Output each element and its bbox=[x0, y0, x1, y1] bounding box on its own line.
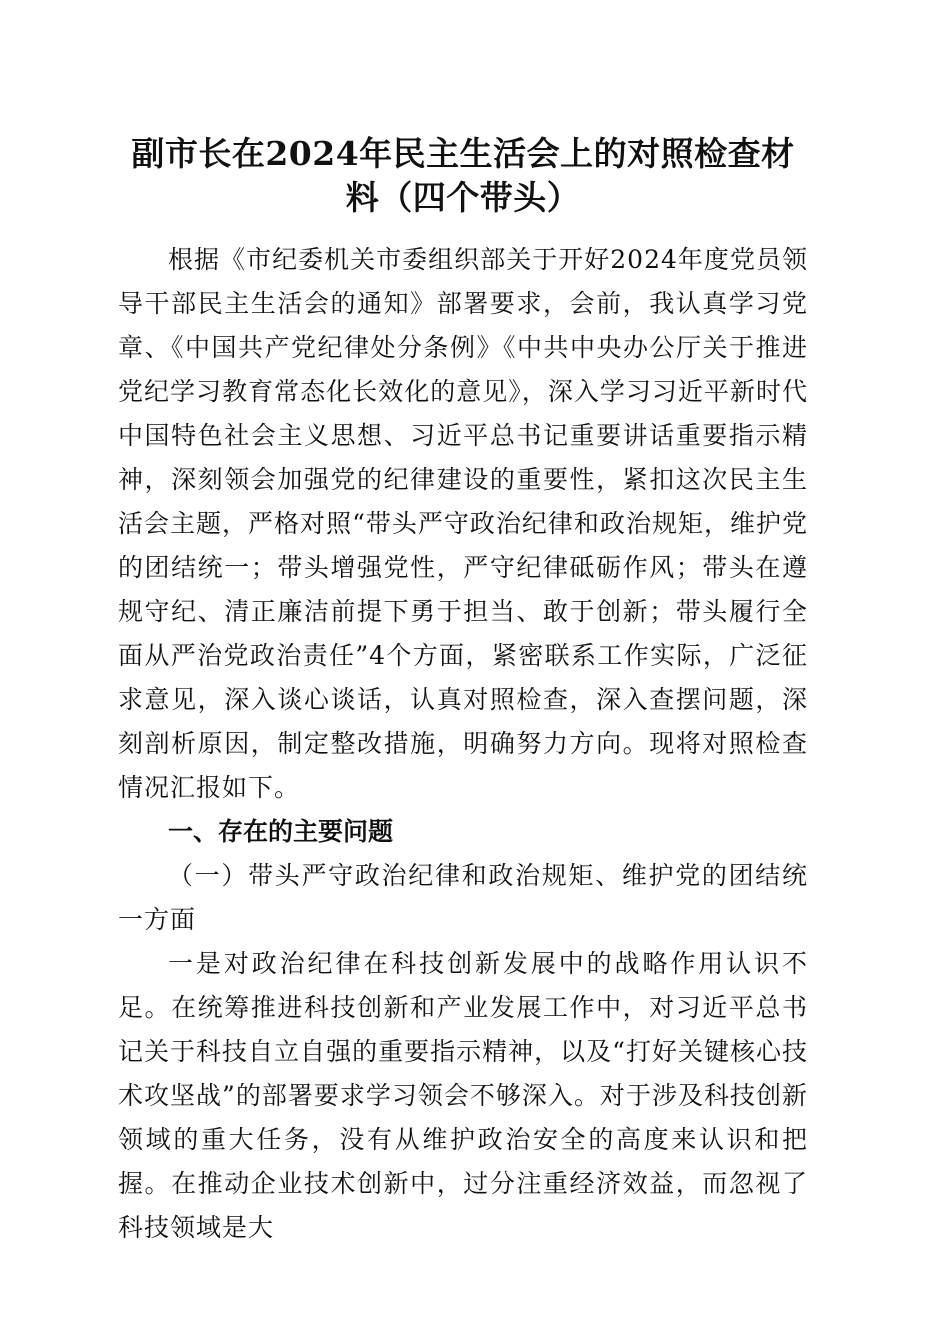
section-heading: 一、存在的主要问题 bbox=[168, 817, 394, 846]
document-page bbox=[118, 132, 808, 1250]
body-paragraph: 一是对政治纪律在科技创新发展中的战略作用认识不足。在统筹推进科技创新和产业发展工作中，对习近平总书记关于科技自立自强的重要指示精神，以及“打好关键核心技术攻坚战”的部署要求学习领会不够深入。对于涉及科技创新领域的重大任务，没有从维护政治安全的高度来认识和把握。在推动企业技术创新中，过分注重经济效益，而忽视了科技领域是大 bbox=[118, 949, 808, 1242]
document-title: 副市长在2024年民主生活会上的对照检查材料（四个带头） bbox=[131, 134, 795, 217]
subsection-heading: （一）带头严守政治纪律和政治规矩、维护党的团结统一方面 bbox=[118, 861, 808, 934]
intro-paragraph: 根据《市纪委机关市委组织部关于开好2024年度党员领导干部民主生活会的通知》部署要求，会前，我认真学习党章、《中国共产党纪律处分条例》《中共中央办公厅关于推进党纪学习教育常态化长效化的意见》，深入学习习近平新时代中国特色社会主义思想、习近平总书记重要讲话重要指示精神，深刻领会加强党的纪律建设的重要性，紧扣这次民主生活会主题，严格对照“带头严守政治纪律和政治规矩，维护党的团结统一；带头增强党性，严守纪律砥砺作风；带头在遵规守纪、清正廉洁前提下勇于担当、敢于创新；带头履行全面从严治党政治责任”4个方面，紧密联系工作实际，广泛征求意见，深入谈心谈话，认真对照检查，深入查摆问题，深刻剖析原因，制定整改措施，明确努力方向。现将对照检查情况汇报如下。 bbox=[118, 245, 808, 802]
